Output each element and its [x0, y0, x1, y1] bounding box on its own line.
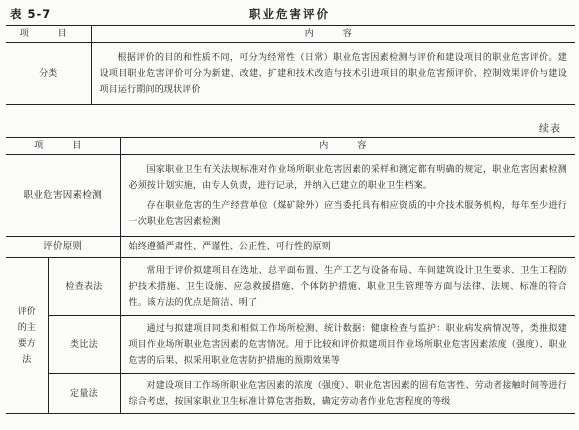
detection-para-1: 国家职业卫生有关法规标准对作业场所职业危害因素的采样和测定都有明确的规定，职业危害因素检测必须按计划实施，由专人负责，进行记录，并纳入已建立的职业卫生档案。 — [128, 164, 567, 191]
table-header-row — [6, 138, 575, 155]
table-row — [6, 155, 575, 237]
principle-text: 始终遵循严肃性、严谨性、公正性、可行性的原则 — [128, 242, 331, 252]
table-row — [6, 43, 575, 105]
table-row — [6, 316, 575, 374]
header-content: 内 容 — [91, 26, 575, 43]
header-item: 项 目 — [6, 26, 91, 43]
table-row — [6, 237, 575, 258]
row-content-detection — [120, 155, 575, 237]
continued-label: 续表 — [539, 124, 561, 135]
classification-table — [6, 25, 575, 105]
row-content-classification — [91, 43, 575, 105]
header-item: 项 目 — [6, 138, 120, 155]
method-content-analogy — [120, 316, 575, 374]
row-content-principle — [120, 237, 575, 258]
method-name-analogy: 类比法 — [48, 316, 120, 374]
detection-para-2: 存在职业危害的生产经营单位（煤矿除外）应当委托具有相应资质的中介技术服务机构，每年至少进行一次职业危害因素检测 — [128, 200, 567, 227]
method-text-analogy: 通过与拟建项目同类和相似工作场所检测、统计数据：健康检查与监护：职业病发病情况等，类推拟建项目作业场所职业危害因素的危害情况。用于比较和评价拟建项目作业场所职业危害因素浓度（强度）、职业危害的后果、拟采用职业危害防护措施的预期效果等 — [128, 323, 567, 366]
method-text-quantitative: 对建设项目工作场所职业危害因素的浓度（强度）、职业危害因素的固有危害性、劳动者接触时间等进行综合考虑，按国家职业卫生标准计算危害指数，确定劳动者作业危害程度的等级 — [128, 380, 567, 407]
table-row — [6, 374, 575, 414]
row-label-principle: 评价原则 — [6, 237, 120, 258]
row-label-detection: 职业危害因素检测 — [6, 155, 120, 237]
table-header-row — [6, 26, 575, 43]
method-content-quantitative — [120, 374, 575, 414]
methods-group-text: 评价的主要方法 — [17, 306, 36, 365]
table-5-7-top — [0, 0, 579, 118]
method-text-checklist: 常用于评价拟建项目在选址、总平面布置、生产工艺与设备布局、车间建筑设计卫生要求、卫生工程防护技术措施、卫生设施、应急救援措施、个体防护措施、职业卫生管理等方面与法律、法规、标准的符合性。该方法的优点是简洁、明了 — [128, 265, 567, 308]
table-number: 表 5-7 — [10, 7, 52, 21]
method-name-quantitative: 定量法 — [48, 374, 120, 414]
methods-group-label — [6, 258, 48, 414]
method-name-checklist: 检查表法 — [48, 258, 120, 316]
continued-table — [6, 137, 575, 414]
header-content: 内 容 — [120, 138, 575, 155]
row-label-classification: 分类 — [6, 43, 91, 105]
classification-text: 根据评价的目的和性质不同，可分为经常性（日常）职业危害因素检测与评价和建设项目的职业危害评价。建设项目职业危害评价可分为新建、改建、扩建和技术改造与技术引进项目的职业危害预评价、控制效果评价与建设项目运行期间的现状评价 — [99, 52, 567, 95]
method-content-checklist — [120, 258, 575, 316]
table-row — [6, 258, 575, 316]
table-title: 职业危害评价 — [249, 7, 330, 21]
